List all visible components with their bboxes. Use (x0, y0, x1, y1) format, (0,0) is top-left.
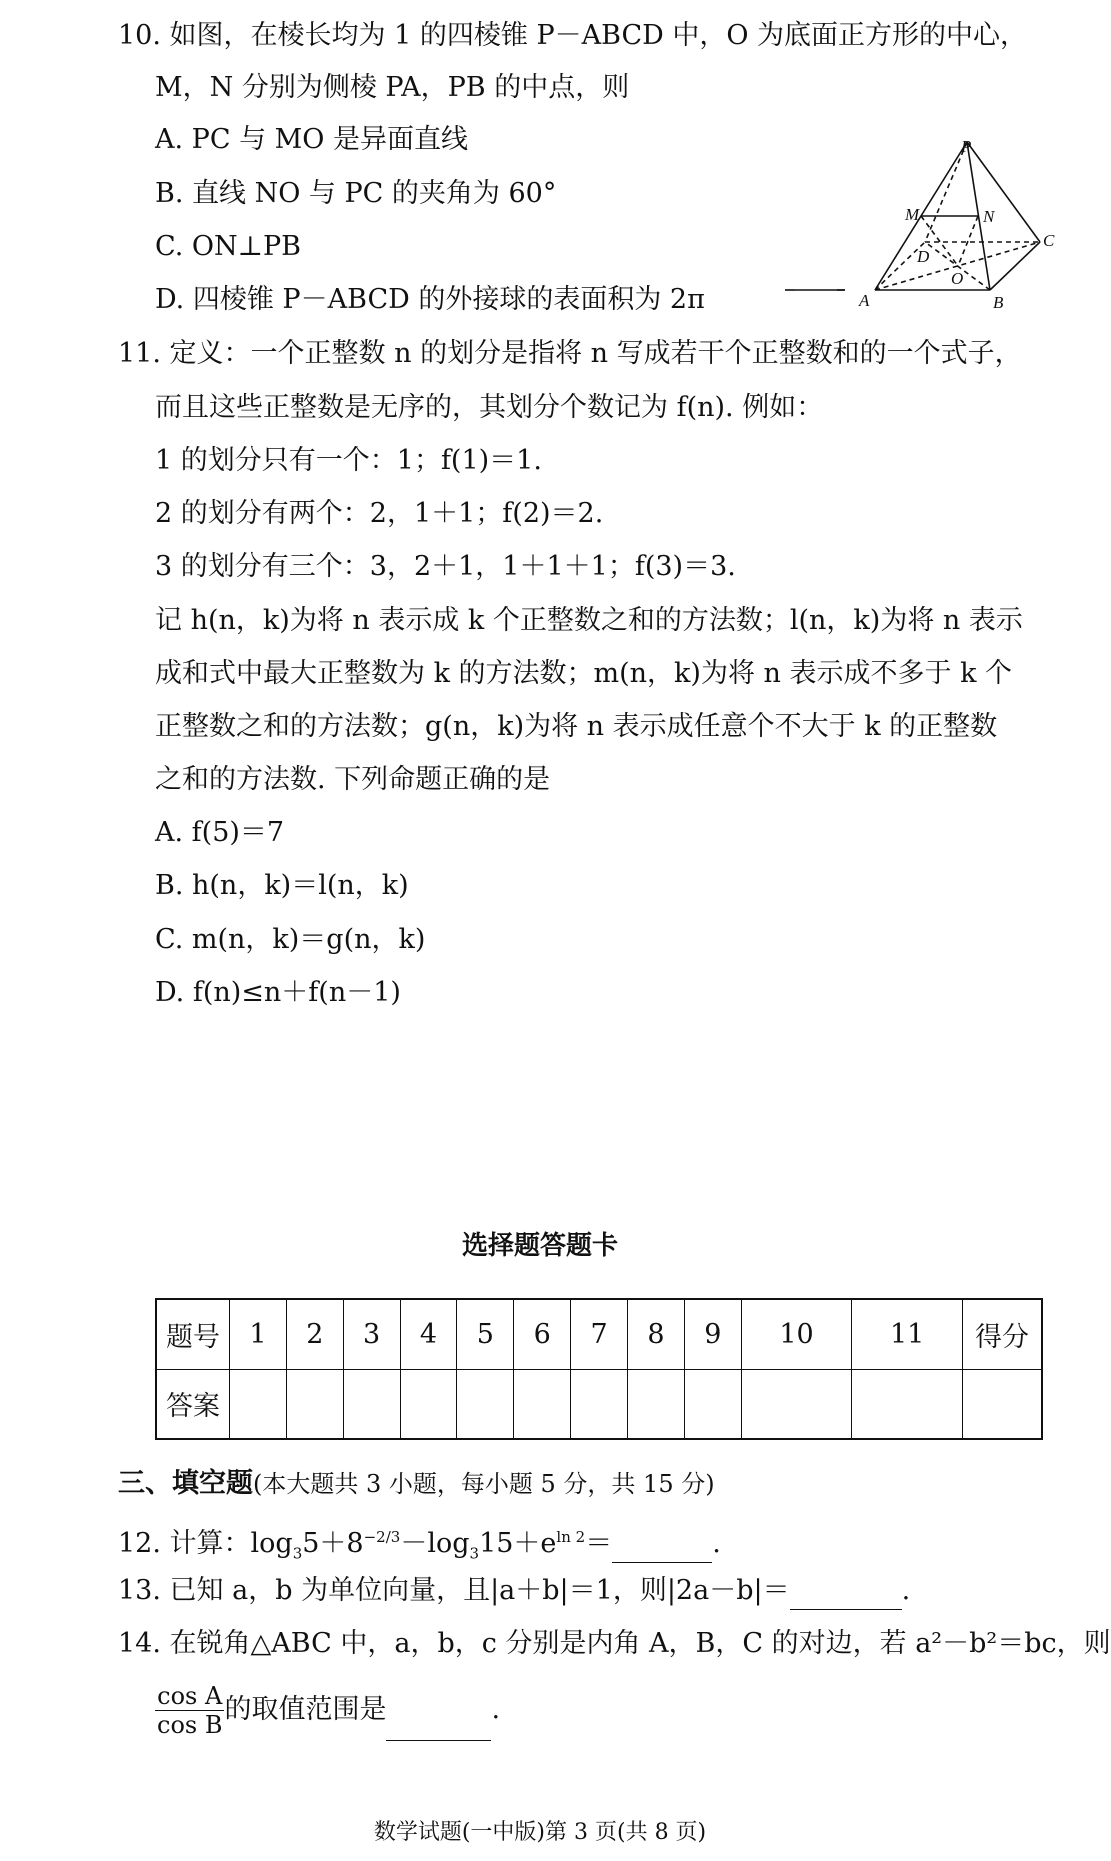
answer-card-title: 选择题答题卡 (461, 1231, 618, 1261)
q11-stem-line2: 而且这些正整数是无序的，其划分个数记为 f(n). 例如： (155, 392, 824, 423)
answer-cell[interactable] (852, 1369, 963, 1439)
q12 (118, 1519, 721, 1571)
q12-part3: 15＋e (479, 1528, 557, 1559)
answer-cell[interactable] (286, 1369, 343, 1439)
q10-option-a: A. PC 与 MO 是异面直线 (155, 124, 469, 155)
question-number-cell: 2 (286, 1299, 343, 1369)
page-footer: 数学试题(一中版)第 3 页(共 8 页) (373, 1820, 707, 1845)
q11-stem-line1: 11. 定义：一个正整数 n 的划分是指将 n 写成若干个正整数和的一个式子， (118, 338, 1022, 369)
vertex-label-A: A (859, 291, 870, 310)
section-3-title: 三、填空题 (118, 1468, 253, 1499)
answer-cell[interactable] (684, 1369, 741, 1439)
answer-cell[interactable] (628, 1369, 685, 1439)
answer-cell[interactable] (230, 1369, 287, 1439)
q14-fraction (155, 1682, 224, 1739)
vertex-label-N: N (983, 207, 995, 226)
vertex-label-C: C (1043, 231, 1055, 250)
q11-example-3: 3 的划分有三个：3，2＋1，1＋1＋1；f(3)＝3. (155, 551, 736, 582)
edge-PD (925, 142, 967, 242)
q11-option-d: D. f(n)≤n＋f(n－1) (155, 977, 401, 1008)
question-number-cell: 8 (628, 1299, 685, 1369)
q11-example-1: 1 的划分只有一个：1；f(1)＝1. (155, 445, 542, 476)
q14-line2 (155, 1680, 500, 1741)
question-number-cell: 3 (343, 1299, 400, 1369)
q12-log-base-2: 3 (469, 1544, 480, 1563)
q14-answer-blank[interactable] (386, 1680, 491, 1741)
q13-answer-blank[interactable] (790, 1573, 902, 1610)
question-number-cell: 10 (741, 1299, 852, 1369)
q11-definition-line4: 之和的方法数. 下列命题正确的是 (155, 764, 551, 795)
answer-cell[interactable] (343, 1369, 400, 1439)
answer-card-row-numbers (156, 1299, 1042, 1369)
edge-PC (967, 142, 1040, 242)
answer-card-table (155, 1298, 1043, 1440)
question-number-cell: 6 (514, 1299, 571, 1369)
q13 (118, 1573, 910, 1610)
q12-end: . (712, 1528, 721, 1559)
q13-end: . (901, 1575, 911, 1606)
q12-exponent-2: ln 2 (556, 1528, 586, 1546)
q12-equals: ＝ (585, 1528, 613, 1559)
question-number-cell: 5 (457, 1299, 514, 1369)
q14-text: 的取值范围是 (224, 1694, 387, 1725)
q10-option-d: D. 四棱锥 P－ABCD 的外接球的表面积为 2π (155, 284, 705, 315)
q11-option-b: B. h(n，k)＝l(n，k) (155, 870, 409, 901)
q12-log-base-1: 3 (292, 1544, 303, 1563)
answer-cell[interactable] (457, 1369, 514, 1439)
answer-cell[interactable] (741, 1369, 852, 1439)
q12-part2: －log (400, 1528, 470, 1559)
q11-definition-line3: 正整数之和的方法数；g(n，k)为将 n 表示成任意个不大于 k 的正整数 (155, 711, 998, 742)
row-label-question-number: 题号 (156, 1299, 230, 1369)
q10-option-b: B. 直线 NO 与 PC 的夹角为 60° (155, 178, 557, 209)
answer-cell[interactable] (514, 1369, 571, 1439)
q11-definition-line1: 记 h(n，k)为将 n 表示成 k 个正整数之和的方法数；l(n，k)为将 n 表示 (155, 605, 1023, 636)
score-cell[interactable] (963, 1369, 1043, 1439)
question-number-cell: 9 (684, 1299, 741, 1369)
answer-cell[interactable] (400, 1369, 457, 1439)
q14-frac-num: cos A (155, 1682, 224, 1711)
q11-definition-line2: 成和式中最大正整数为 k 的方法数；m(n，k)为将 n 表示成不多于 k 个 (155, 658, 1013, 689)
q10-stem-line1: 10. 如图，在棱长均为 1 的四棱锥 P－ABCD 中，O 为底面正方形的中心， (118, 20, 1028, 51)
vertex-label-O: O (951, 269, 964, 288)
segment-NO (958, 216, 978, 266)
answer-card-row-answers (156, 1369, 1042, 1439)
question-number-cell: 7 (571, 1299, 628, 1369)
question-number-cell: 4 (400, 1299, 457, 1369)
q11-example-2: 2 的划分有两个：2，1＋1；f(2)＝2. (155, 498, 604, 529)
score-label-cell: 得分 (963, 1299, 1043, 1369)
pyramid-figure (815, 137, 1055, 320)
q11-option-a: A. f(5)＝7 (155, 817, 285, 848)
q10-option-c: C. ON⊥PB (155, 231, 302, 262)
q12-prefix: 12. 计算：log (118, 1528, 293, 1559)
answer-cell[interactable] (571, 1369, 628, 1439)
vertex-label-B: B (993, 293, 1004, 312)
question-number-cell: 1 (230, 1299, 287, 1369)
section-3-note: (本大题共 3 小题，每小题 5 分，共 15 分) (253, 1470, 715, 1498)
row-label-answer: 答案 (156, 1369, 230, 1439)
q14-frac-den: cos B (157, 1711, 223, 1739)
question-number-cell: 11 (852, 1299, 963, 1369)
q14-line1: 14. 在锐角△ABC 中，a，b，c 分别是内角 A，B，C 的对边，若 a²－b²＝bc，则 (118, 1628, 1111, 1659)
vertex-label-P: P (961, 137, 972, 156)
q13-text: 13. 已知 a，b 为单位向量，且|a＋b|＝1，则|2a－b|＝ (118, 1575, 790, 1606)
vertex-label-D: D (917, 247, 930, 266)
vertex-label-M: M (905, 205, 920, 224)
q11-option-c: C. m(n，k)＝g(n，k) (155, 924, 426, 955)
section-3-heading (118, 1466, 715, 1502)
q14-end: . (491, 1694, 501, 1725)
q10-stem-line2: M，N 分别为侧棱 PA，PB 的中点，则 (155, 72, 630, 103)
q12-exponent: −2/3 (363, 1528, 401, 1546)
q12-answer-blank[interactable] (612, 1526, 712, 1563)
q12-part1: 5＋8 (302, 1528, 364, 1559)
